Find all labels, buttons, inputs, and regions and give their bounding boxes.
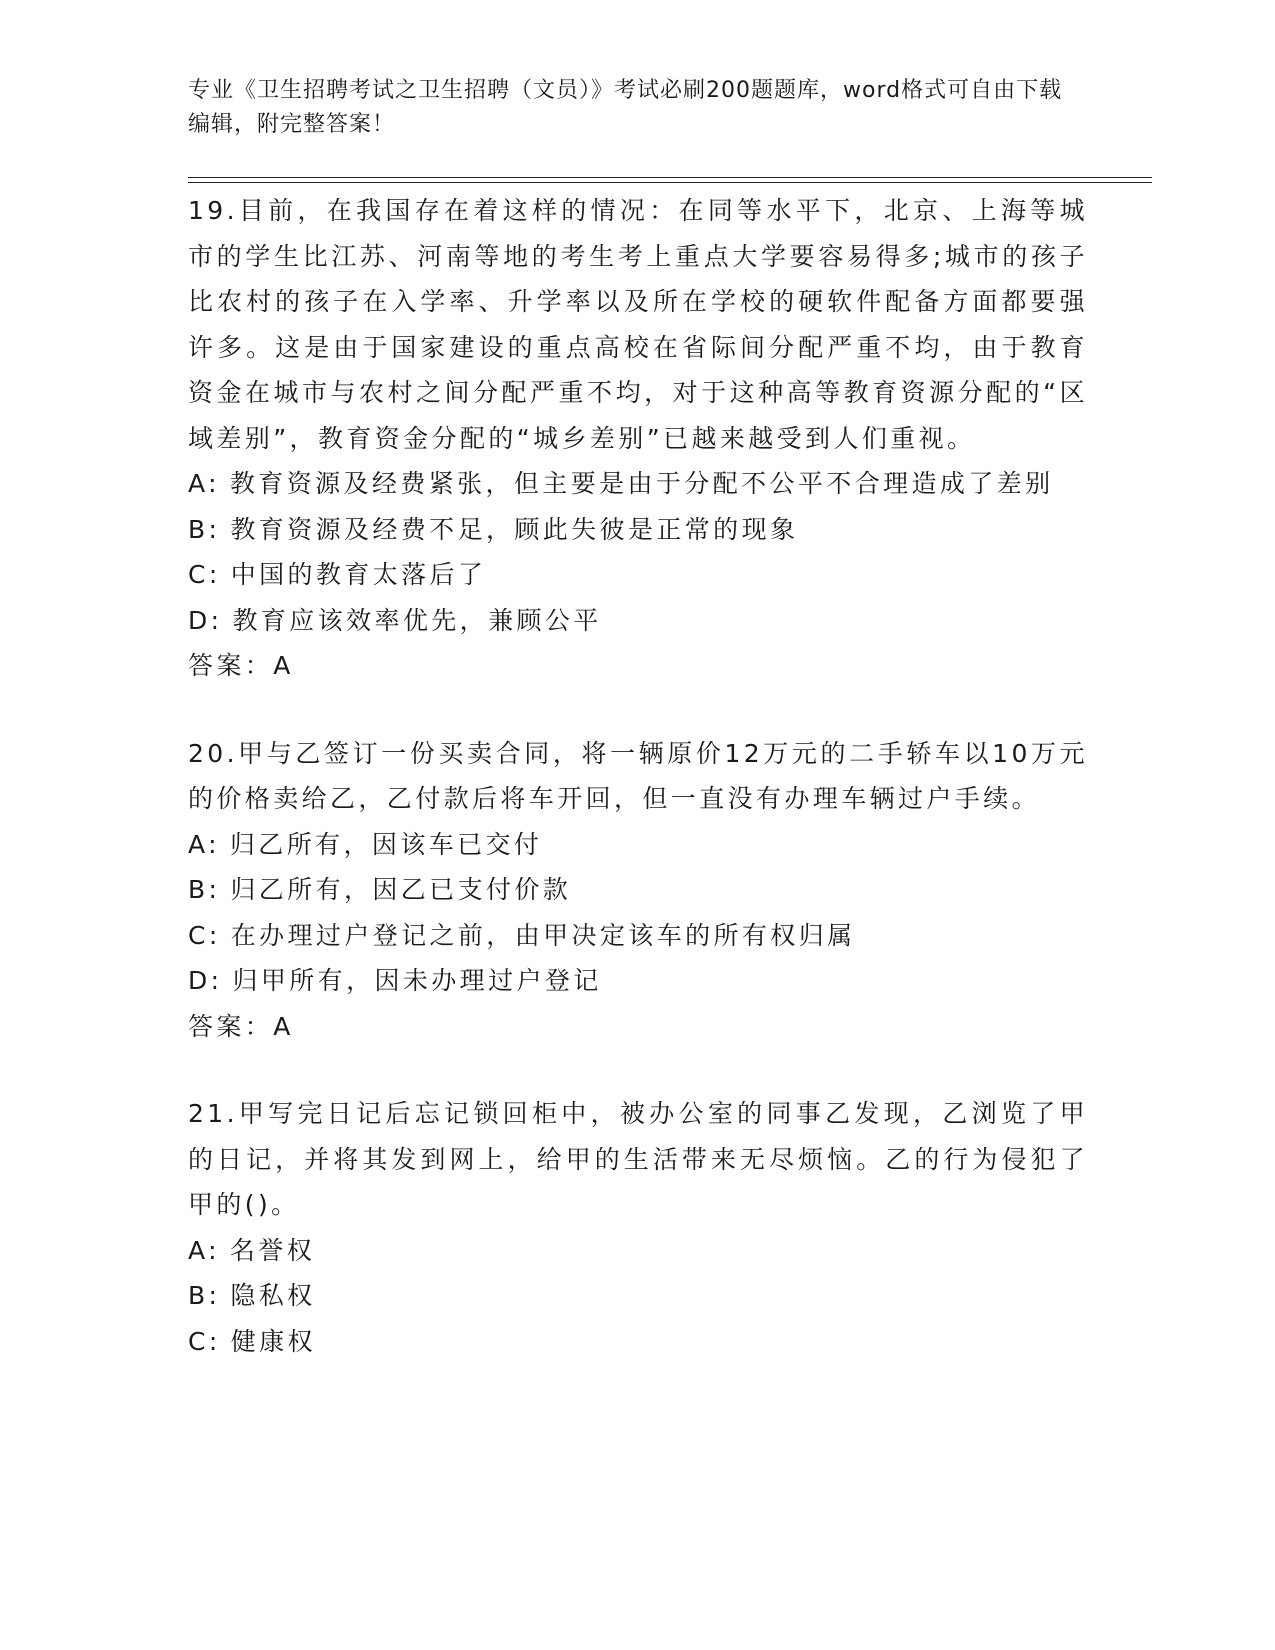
answer-label: 答案： [188,651,274,680]
option-d [188,958,1088,1004]
option-text: 健康权 [230,1326,316,1356]
question-stem: 20.甲与乙签订一份买卖合同，将一辆原价12万元的二手轿车以10万元的价格卖给乙，乙付款后将车开回，但一直没有办理车辆过户手续。 [188,738,1088,813]
question-stem: 21.甲写完日记后忘记锁回柜中，被办公室的同事乙发现，乙浏览了甲的日记，并将其发到网上，给甲的生活带来无尽烦恼。乙的行为侵犯了甲的()。 [188,1099,1088,1219]
option-text: 中国的教育太落后了 [230,560,487,589]
header-divider-top [188,177,1152,178]
option-text: 教育资源及经费不足，顾此失彼是正常的现象 [230,514,799,544]
option-letter: B: [188,1281,221,1310]
option-letter: B: [188,514,221,544]
option-b [188,1273,1088,1319]
option-a [188,1228,1088,1274]
option-c [188,913,1088,959]
answer-value: A [273,651,294,680]
option-letter: C: [188,920,221,950]
question-19 [188,188,1088,689]
option-a [188,822,1088,868]
option-letter: B: [188,875,221,904]
option-letter: C: [188,1326,221,1356]
answer-line [188,643,1088,689]
question-20 [188,731,1088,1050]
option-text: 归甲所有，因未办理过户登记 [232,966,602,995]
question-21 [188,1091,1088,1364]
document-header: 专业《卫生招聘考试之卫生招聘（文员）》考试必刷200题题库，word格式可自由下载编辑，附完整答案！ [188,78,1063,137]
option-text: 在办理过户登记之前，由甲决定该车的所有权归属 [230,920,856,950]
option-letter: C: [188,560,221,589]
question-list [188,188,1088,1364]
question-stem: 19.目前，在我国存在着这样的情况：在同等水平下，北京、上海等城市的学生比江苏、河南等地的考生考上重点大学要容易得多;城市的孩子比农村的孩子在入学率、升学率以及所在学校的硬软件配备方面都要强许多。这是由于国家建设的重点高校在省际间分配严重不均，由于教育资金在城市与农村之间分配严重不均，对于这种高等教育资源分配的“区域差别”，教育资金分配的“城乡差别”已越来越受到人们重视。 [188,196,1088,453]
option-text: 名誉权 [229,1235,316,1265]
option-letter: D: [188,605,223,635]
answer-line [188,1004,1088,1050]
option-letter: A: [188,469,220,498]
option-letter: D: [188,966,223,995]
option-b [188,507,1088,553]
option-text: 隐私权 [230,1281,316,1310]
option-text: 教育资源及经费紧张，但主要是由于分配不公平不合理造成了差别 [229,469,1054,498]
option-text: 归乙所有，因该车已交付 [229,829,543,859]
option-a [188,461,1088,507]
option-d [188,598,1088,644]
header-divider-bottom [188,182,1152,183]
answer-value: A [273,1011,294,1041]
option-c [188,552,1088,598]
option-letter: A: [188,829,220,859]
option-text: 教育应该效率优先，兼顾公平 [232,605,602,635]
option-b [188,867,1088,913]
answer-label: 答案： [188,1011,274,1041]
option-letter: A: [188,1235,220,1265]
option-text: 归乙所有，因乙已支付价款 [230,875,572,904]
option-c [188,1319,1088,1365]
